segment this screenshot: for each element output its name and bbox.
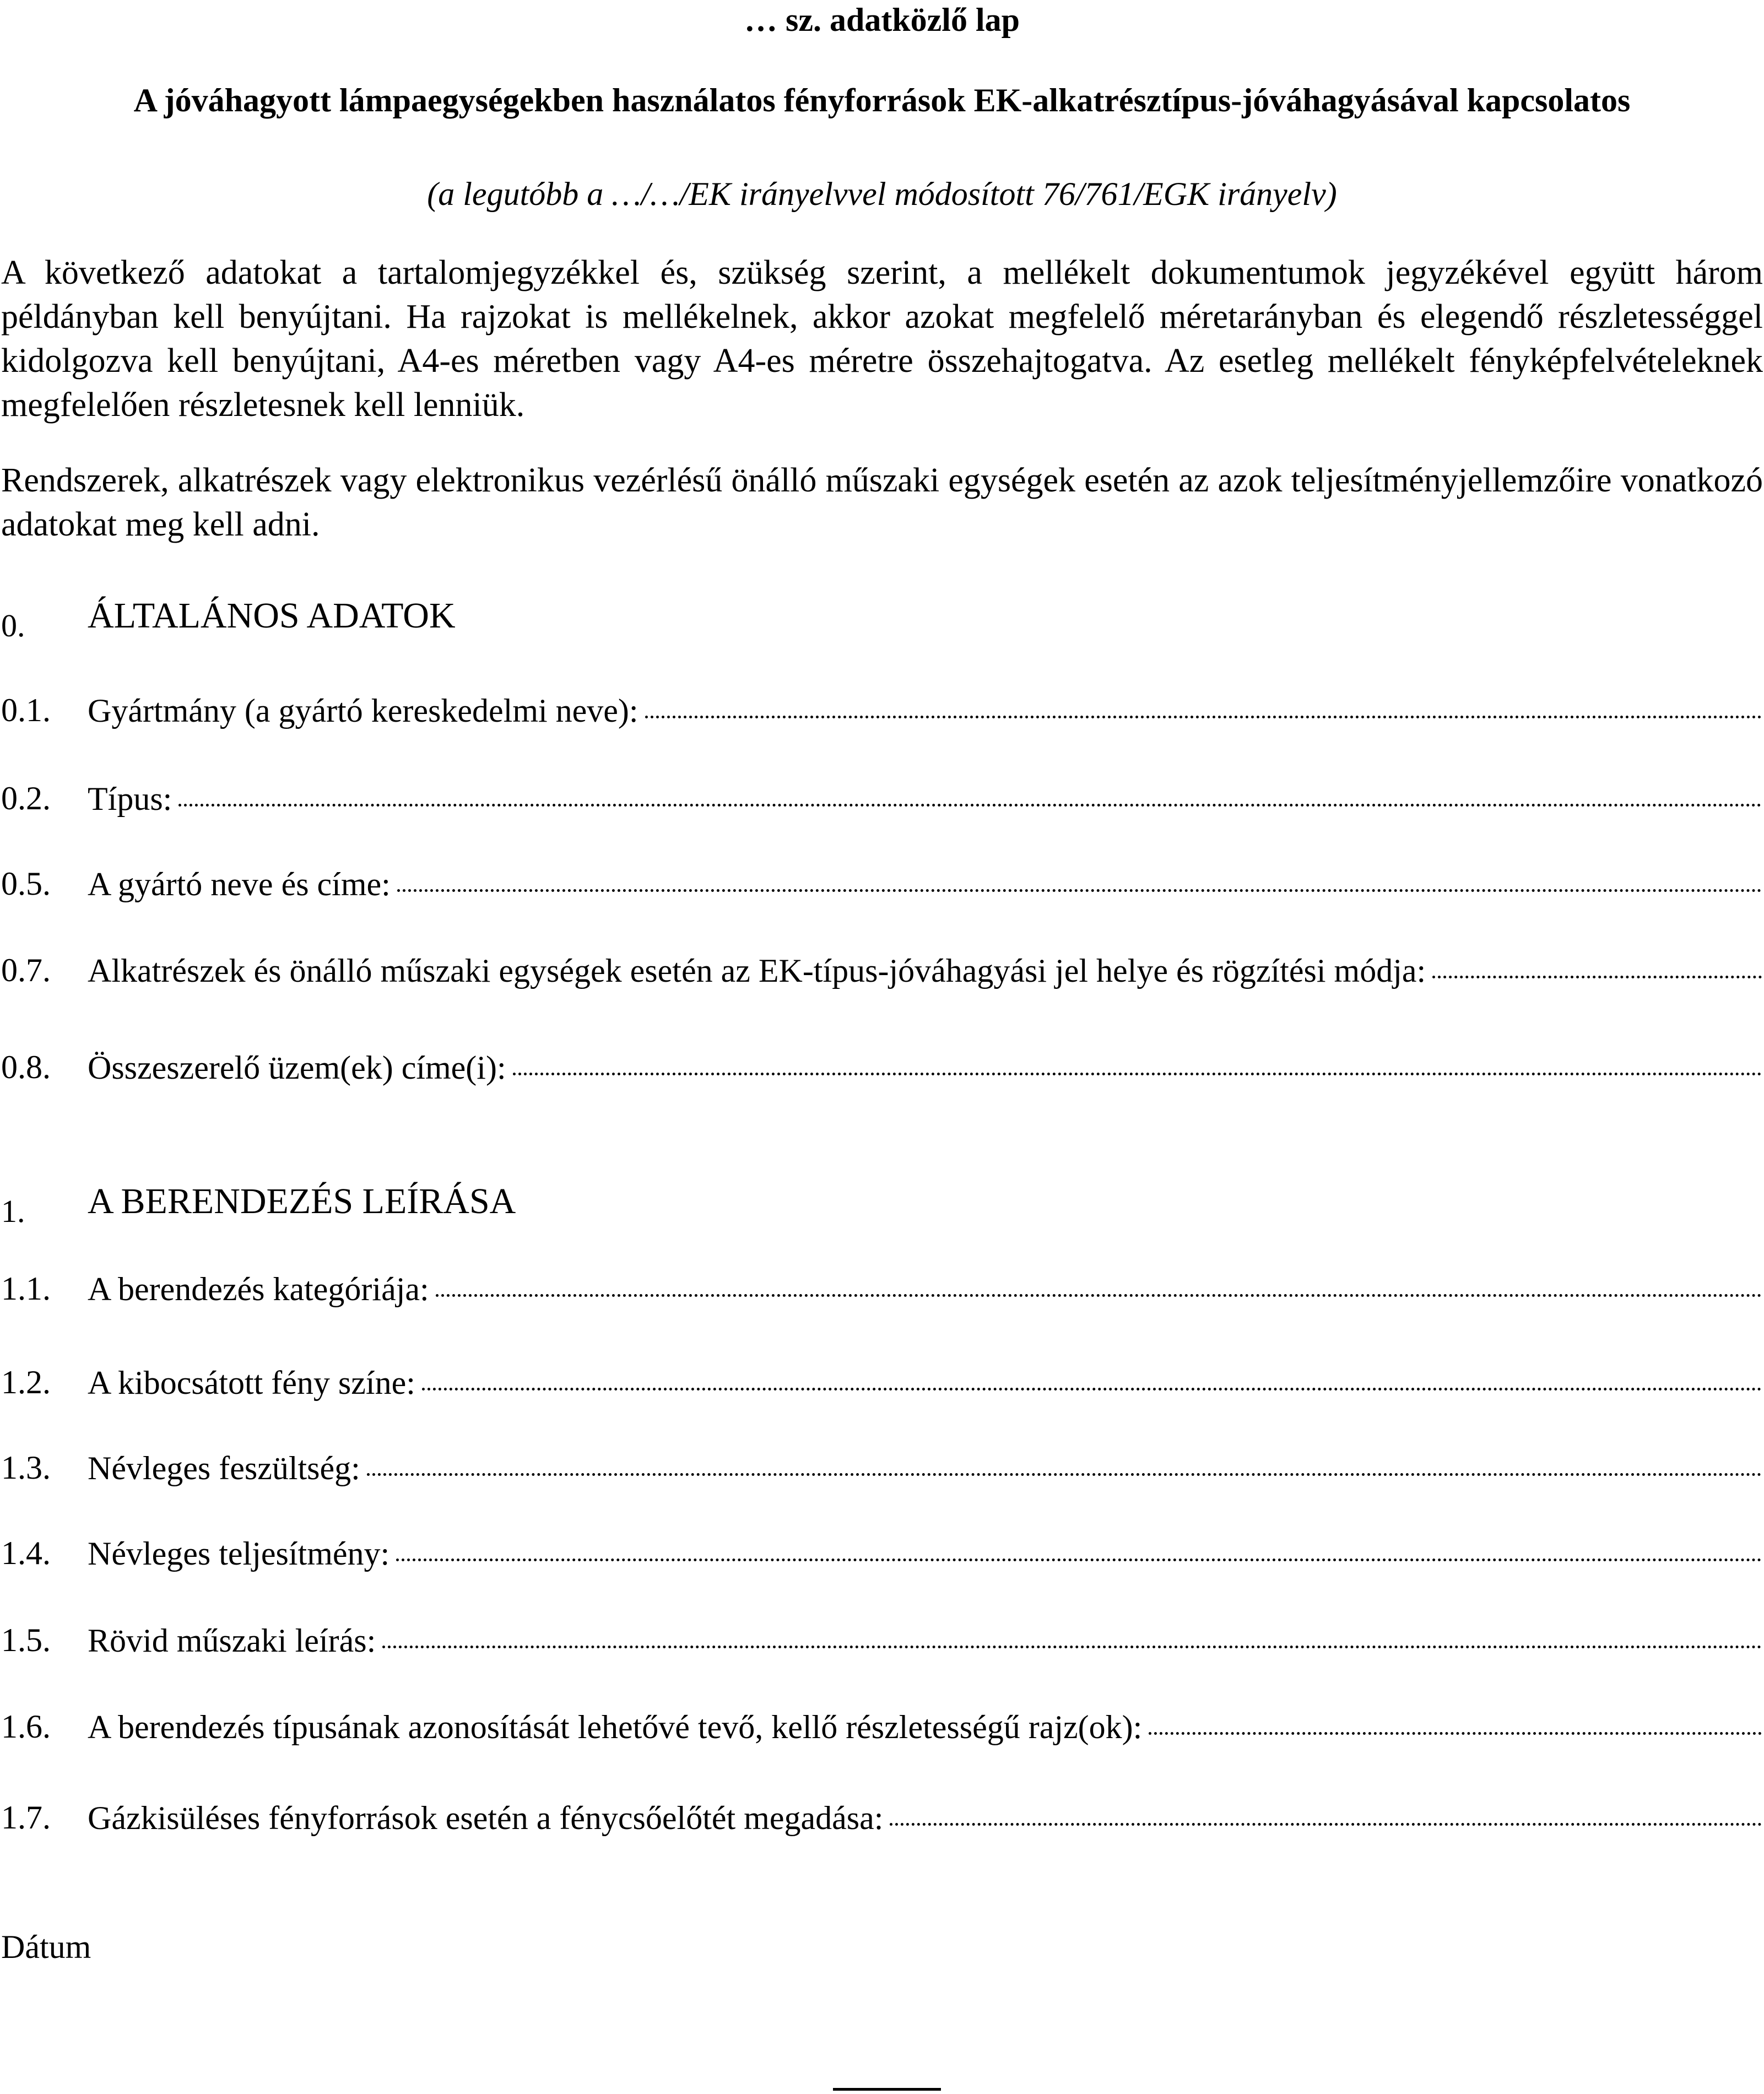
form-subtitle: A jóváhagyott lámpaegységekben használatos fényforrások EK-alkatrésztípus-jóváhagyásával kapcsolatos (133, 82, 1631, 118)
field-label: Névleges feszültség: (88, 1450, 360, 1486)
field-type[interactable] (1, 780, 1763, 824)
fill-in-line[interactable] (178, 776, 1762, 807)
field-number: 0.7. (1, 952, 51, 988)
section-number: 1. (1, 1193, 25, 1229)
date-label: Dátum (1, 1929, 91, 1965)
field-label: Rövid műszaki leírás: (88, 1622, 376, 1659)
field-rated-power[interactable] (1, 1534, 1763, 1578)
fill-in-line[interactable] (1149, 1705, 1762, 1735)
section-number: 0. (1, 608, 25, 643)
fill-in-line[interactable] (513, 1045, 1762, 1075)
directive-reference: (a legutóbb a …/…/EK irányelvvel módosított 76/761/EGK irányelv) (427, 176, 1337, 212)
intro-paragraph-1: A következő adatokat a tartalomjegyzékkel és, szükség szerint, a mellékelt dokumentumok jegyzékével együtt három példányban kell benyújtani. Ha rajzokat is mellékelnek, akkor azokat megfelelő méretarányban és elegendő részletességgel kidolgozva kell benyújtani, A4-es méretben vagy A4-es méretre összehajtogatva. Az esetleg mellékelt fényképfelvételeknek megfelelően részletesnek kell lenniük. (1, 254, 1763, 424)
field-number: 1.2. (1, 1364, 51, 1400)
field-make[interactable] (1, 691, 1763, 735)
fill-in-line[interactable] (422, 1360, 1762, 1390)
fill-in-line[interactable] (382, 1618, 1762, 1648)
field-number: 0.8. (1, 1049, 51, 1085)
section-title: ÁLTALÁNOS ADATOK (88, 596, 456, 636)
section-device-description-heading (1, 1181, 1763, 1230)
field-number: 1.4. (1, 1535, 51, 1571)
field-label: A kibocsátott fény színe: (88, 1365, 415, 1401)
fill-in-line[interactable] (645, 688, 1762, 718)
field-approval-mark[interactable] (1, 951, 1763, 995)
fill-in-line[interactable] (890, 1795, 1762, 1826)
fill-in-line[interactable] (396, 1531, 1762, 1561)
fill-in-line[interactable] (367, 1446, 1762, 1476)
fill-in-line[interactable] (436, 1267, 1762, 1297)
field-label: Alkatrészek és önálló műszaki egységek esetén az EK-típus-jóváhagyási jel helye és rögzítési módja: (88, 953, 1426, 989)
field-label: A berendezés típusának azonosítását lehetővé tevő, kellő részletességű rajz(ok): (88, 1709, 1143, 1745)
field-label: Típus: (88, 781, 172, 817)
field-number: 0.1. (1, 692, 51, 728)
field-light-colour[interactable] (1, 1363, 1763, 1408)
section-title: A BERENDEZÉS LEÍRÁSA (88, 1181, 516, 1221)
field-technical-description[interactable] (1, 1621, 1763, 1665)
field-label: Összeszerelő üzem(ek) címe(i): (88, 1049, 506, 1086)
fill-in-line[interactable] (397, 862, 1762, 892)
field-number: 0.5. (1, 865, 51, 902)
form-title: … sz. adatközlő lap (744, 2, 1020, 38)
field-number: 1.6. (1, 1708, 51, 1745)
field-number: 0.2. (1, 780, 51, 816)
field-ballast[interactable] (1, 1799, 1763, 1843)
field-number: 1.7. (1, 1799, 51, 1836)
field-label: Gázkisüléses fényforrások esetén a fénycsőelőtét megadása: (88, 1800, 884, 1836)
field-label: A gyártó neve és címe: (88, 866, 391, 902)
field-drawings[interactable] (1, 1708, 1763, 1752)
field-category[interactable] (1, 1270, 1763, 1314)
footnote-separator (833, 2088, 941, 2091)
intro-paragraph-2: Rendszerek, alkatrészek vagy elektronikus vezérlésű önálló műszaki egységek esetén az azok teljesítményjellemzőire vonatkozó adatokat meg kell adni. (1, 462, 1763, 543)
fill-in-line[interactable] (1432, 948, 1762, 978)
field-number: 1.1. (1, 1270, 51, 1307)
field-number: 1.5. (1, 1622, 51, 1658)
field-label: A berendezés kategóriája: (88, 1271, 429, 1307)
section-general-data-heading (1, 595, 1763, 645)
field-label: Gyártmány (a gyártó kereskedelmi neve): (88, 692, 638, 729)
field-number: 1.3. (1, 1449, 51, 1486)
field-assembly-plant[interactable] (1, 1048, 1763, 1092)
field-manufacturer[interactable] (1, 865, 1763, 909)
field-rated-voltage[interactable] (1, 1449, 1763, 1493)
field-label: Névleges teljesítmény: (88, 1535, 390, 1572)
